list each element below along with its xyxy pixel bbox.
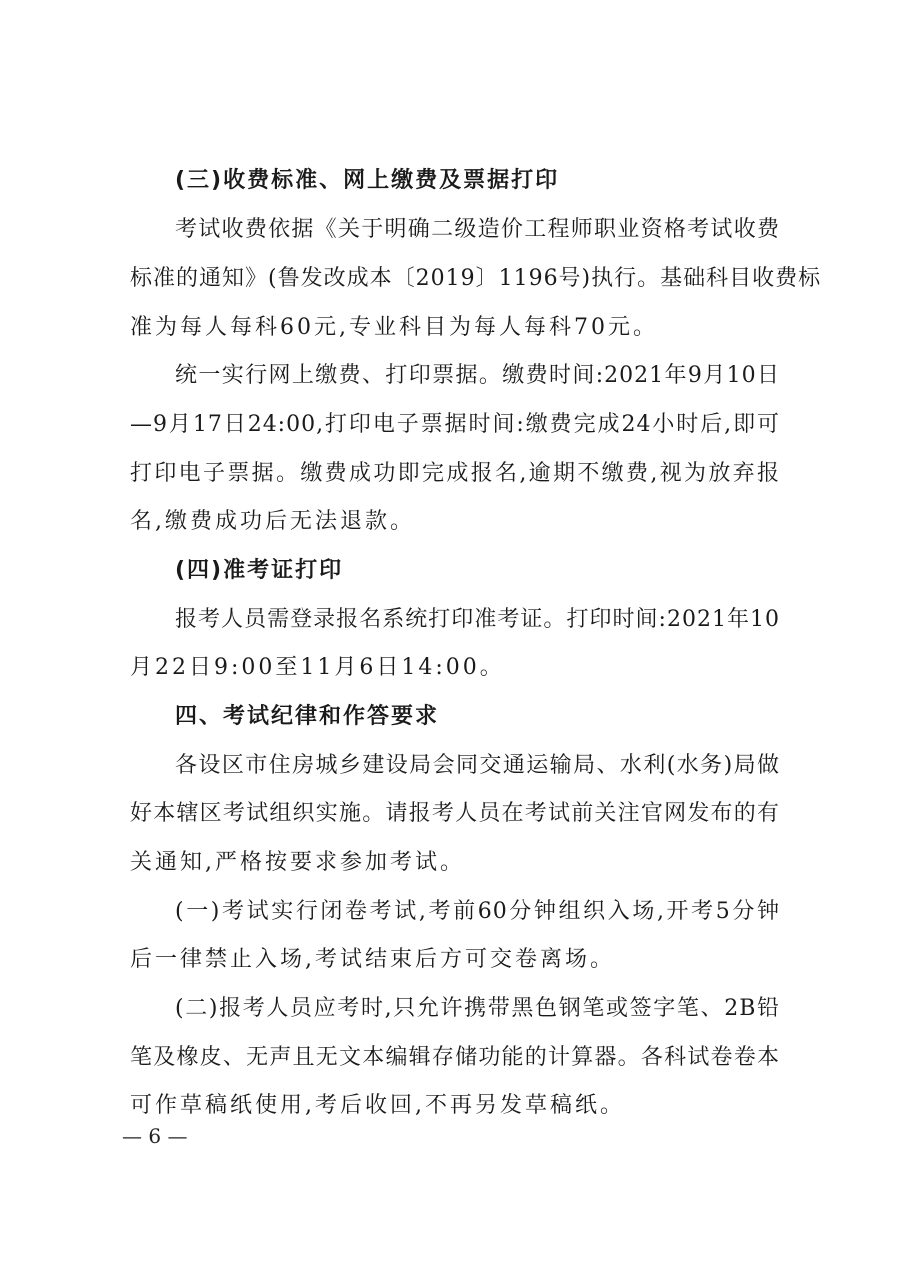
paragraph-line: 笔及橡皮、无声且无文本编辑存储功能的计算器。各科试卷卷本 bbox=[130, 1045, 780, 1070]
subsection-heading-4: (四)准考证打印 bbox=[175, 558, 344, 583]
paragraph-line: 考试收费依据《关于明确二级造价工程师职业资格考试收费 bbox=[175, 217, 780, 242]
paragraph-line: (二)报考人员应考时,只允许携带黑色钢笔或签字笔、2B铅 bbox=[175, 996, 780, 1021]
paragraph-line: 月22日9:00至11月6日14:00。 bbox=[130, 655, 505, 680]
paragraph-line: 名,缴费成功后无法退款。 bbox=[130, 509, 415, 534]
paragraph-line: 后一律禁止入场,考试结束后方可交卷离场。 bbox=[130, 947, 615, 972]
paragraph-line: 可作草稿纸使用,考后收回,不再另发草稿纸。 bbox=[130, 1093, 625, 1118]
paragraph-line: 标准的通知》(鲁发改成本〔2019〕1196号)执行。基础科目收费标 bbox=[130, 266, 822, 291]
paragraph-line: 准为每人每科60元,专业科目为每人每科70元。 bbox=[130, 315, 658, 340]
subsection-heading-3: (三)收费标准、网上缴费及票据打印 bbox=[175, 168, 560, 193]
page-number: — 6 — bbox=[122, 1124, 188, 1148]
paragraph-line: 报考人员需登录报名系统打印准考证。打印时间:2021年10 bbox=[175, 607, 780, 632]
paragraph-line: (一)考试实行闭卷考试,考前60分钟组织入场,开考5分钟 bbox=[175, 899, 780, 924]
paragraph-line: 好本辖区考试组织实施。请报考人员在考试前关注官网发布的有 bbox=[130, 801, 780, 826]
paragraph-line: 打印电子票据。缴费成功即完成报名,逾期不缴费,视为放弃报 bbox=[130, 461, 780, 486]
paragraph-line: —9月17日24:00,打印电子票据时间:缴费完成24小时后,即可 bbox=[130, 412, 780, 437]
paragraph-line: 各设区市住房城乡建设局会同交通运输局、水利(水务)局做 bbox=[175, 753, 780, 778]
paragraph-line: 统一实行网上缴费、打印票据。缴费时间:2021年9月10日 bbox=[175, 363, 780, 388]
section-heading-4: 四、考试纪律和作答要求 bbox=[175, 704, 440, 729]
paragraph-line: 关通知,严格按要求参加考试。 bbox=[130, 850, 465, 875]
